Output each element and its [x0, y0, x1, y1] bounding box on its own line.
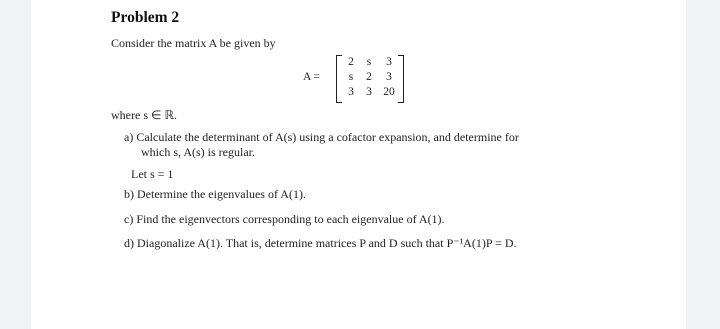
part-a: [124, 130, 604, 160]
document-page: [31, 0, 686, 329]
problem-title: Problem 2: [111, 9, 180, 26]
part-d: d) Diagonalize A(1). That is, determine matrices P and D such that P⁻¹A(1)P = D.: [124, 236, 517, 250]
matrix-cell: 3: [366, 86, 372, 98]
where-clause: where s ∈ ℝ.: [111, 108, 177, 122]
matrix-cell: 2: [348, 56, 354, 68]
matrix-cell: 3: [386, 71, 392, 83]
matrix-cell: s: [348, 71, 354, 83]
right-bracket: [398, 55, 404, 103]
part-a-line2: which s, A(s) is regular.: [141, 145, 255, 159]
matrix-cell: 20: [383, 86, 395, 98]
matrix-cell: 3: [348, 86, 354, 98]
matrix-cell: s: [366, 56, 372, 68]
matrix-lhs: A =: [303, 71, 321, 83]
part-c: c) Find the eigenvectors corresponding to each eigenvalue of A(1).: [124, 212, 445, 226]
let-statement: Let s = 1: [131, 167, 174, 181]
problem-intro: Consider the matrix A be given by: [111, 36, 276, 50]
part-a-line1: a) Calculate the determinant of A(s) using a cofactor expansion, and determine for: [124, 130, 519, 144]
matrix-entries: [342, 56, 400, 99]
matrix-cell: 2: [366, 71, 372, 83]
matrix-cell: 3: [386, 56, 392, 68]
part-b: b) Determine the eigenvalues of A(1).: [124, 187, 306, 201]
